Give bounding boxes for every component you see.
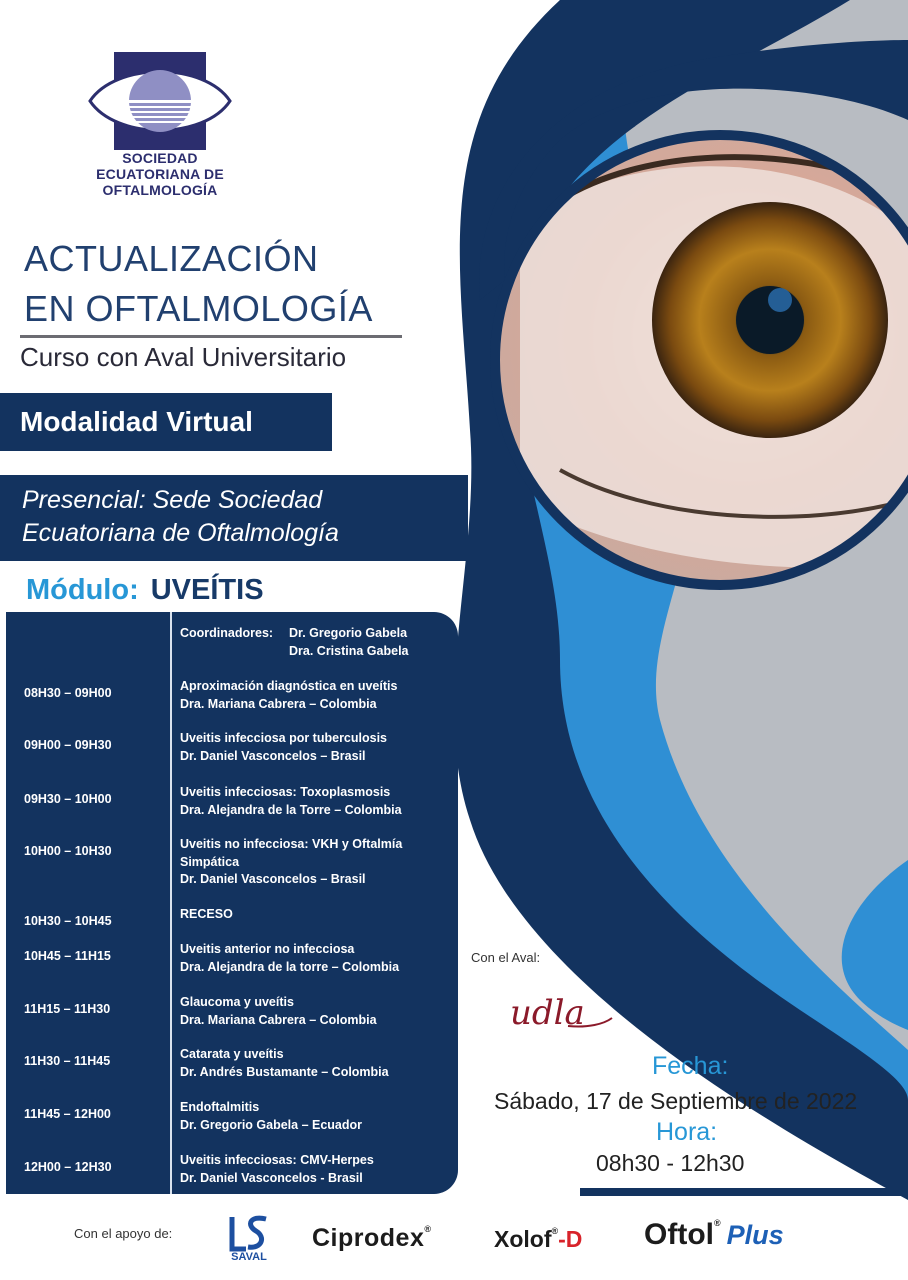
xolof-logo	[494, 1226, 582, 1253]
session-time: 11H45 – 12H00	[24, 1107, 111, 1121]
venue-line: Ecuatoriana de Oftalmología	[22, 519, 339, 547]
session-topic: Glaucoma y uveítis	[180, 995, 294, 1009]
time-value: 08h30 - 12h30	[596, 1150, 745, 1176]
ciprodex-logo	[312, 1224, 432, 1253]
oftol-name: Oftol	[644, 1218, 714, 1251]
session-topic: Uveitis infecciosas: CMV-Herpes	[180, 1153, 374, 1167]
session-speaker: Dr. Daniel Vasconcelos - Brasil	[180, 1170, 363, 1185]
session-time: 09H30 – 10H00	[24, 792, 112, 806]
session-speaker: Dr. Andrés Bustamante – Colombia	[180, 1064, 389, 1079]
session-topic: Uveitis infecciosa por tuberculosis	[180, 731, 388, 745]
session-speaker: Dr. Daniel Vasconcelos – Brasil	[180, 872, 366, 886]
module-label: Módulo:	[26, 574, 139, 606]
session-topic: Uveitis anterior no infecciosa	[180, 942, 355, 956]
registered-mark: ®	[424, 1224, 432, 1234]
session-topic: RECESO	[180, 907, 233, 921]
sponsors-label: Con el apoyo de:	[74, 1226, 173, 1241]
date-label: Fecha:	[652, 1052, 729, 1080]
schedule-divider	[170, 612, 172, 1194]
session-time: 10H30 – 10H45	[24, 914, 112, 928]
session-info	[180, 784, 448, 819]
modality-banner: Modalidad Virtual	[0, 393, 332, 451]
course-title	[24, 234, 373, 334]
society-name-line: OFTALMOLOGÍA	[102, 182, 218, 198]
session-topic: Simpática	[180, 854, 240, 869]
session-speaker: Dra. Mariana Cabrera – Colombia	[180, 1012, 377, 1027]
saval-logo-text: SAVAL	[231, 1251, 267, 1263]
session-time: 10H00 – 10H30	[24, 844, 112, 858]
session-info	[180, 1152, 448, 1187]
session-time: 08H30 – 09H00	[24, 686, 112, 700]
coordinators-label: Coordinadores:	[180, 626, 274, 640]
xolof-name: Xolof	[494, 1226, 552, 1252]
module-heading	[26, 574, 264, 607]
registered-mark: ®	[551, 1226, 559, 1236]
session-info	[180, 1099, 448, 1134]
venue-banner	[0, 475, 468, 561]
date-value: Sábado, 17 de Septiembre de 2022	[494, 1088, 858, 1114]
session-topic: Endoftalmitis	[180, 1100, 260, 1114]
session-time: 11H30 – 11H45	[24, 1054, 111, 1068]
oftol-logo	[644, 1218, 784, 1252]
course-subtitle: Curso con Aval Universitario	[20, 342, 347, 372]
session-info	[180, 836, 448, 889]
coordinator-name: Dr. Gregorio Gabela	[289, 626, 408, 640]
session-info	[180, 941, 448, 976]
title-divider	[20, 335, 402, 338]
session-info	[180, 994, 448, 1029]
ciprodex-name: Ciprodex	[312, 1224, 425, 1252]
session-time: 10H45 – 11H15	[24, 949, 111, 963]
session-topic: Catarata y uveítis	[180, 1047, 284, 1061]
session-speaker: Dra. Alejandra de la Torre – Colombia	[180, 802, 402, 817]
session-speaker: Dr. Gregorio Gabela – Ecuador	[180, 1117, 363, 1132]
time-label: Hora:	[656, 1118, 718, 1146]
session-topic: Uveitis infecciosas: Toxoplasmosis	[180, 785, 391, 799]
session-info	[180, 1046, 448, 1081]
endorsement-label: Con el Aval:	[471, 950, 541, 965]
course-title-line: ACTUALIZACIÓN	[24, 238, 319, 279]
session-time: 12H00 – 12H30	[24, 1160, 112, 1174]
society-name	[60, 150, 260, 198]
coordinator-name: Dra. Cristina Gabela	[289, 644, 409, 658]
module-value: UVEÍTIS	[150, 574, 264, 606]
xolof-suffix: -D	[558, 1226, 583, 1252]
udla-logo	[508, 988, 618, 1038]
svg-text:udla: udla	[510, 993, 585, 1033]
session-topic: Uveitis no infecciosa: VKH y Oftalmía	[180, 837, 403, 851]
course-title-line: EN OFTALMOLOGÍA	[24, 288, 373, 329]
schedule-table	[6, 612, 458, 1194]
eye-icon	[86, 52, 234, 150]
session-info	[180, 906, 448, 924]
registered-mark: ®	[713, 1218, 721, 1228]
session-time: 11H15 – 11H30	[24, 1002, 111, 1016]
society-name-line: ECUATORIANA DE	[96, 166, 224, 182]
oftol-plus: Plus	[726, 1220, 784, 1250]
session-topic: Aproximación diagnóstica en uveítis	[180, 679, 398, 693]
session-info	[180, 730, 448, 765]
session-speaker: Dra. Alejandra de la torre – Colombia	[180, 959, 400, 974]
society-name-line: SOCIEDAD	[122, 150, 198, 166]
venue-line: Presencial: Sede Sociedad	[22, 486, 323, 514]
session-time: 09H00 – 09H30	[24, 738, 112, 752]
session-info	[180, 678, 448, 713]
session-speaker: Dra. Mariana Cabrera – Colombia	[180, 696, 377, 711]
session-speaker: Dr. Daniel Vasconcelos – Brasil	[180, 748, 366, 763]
